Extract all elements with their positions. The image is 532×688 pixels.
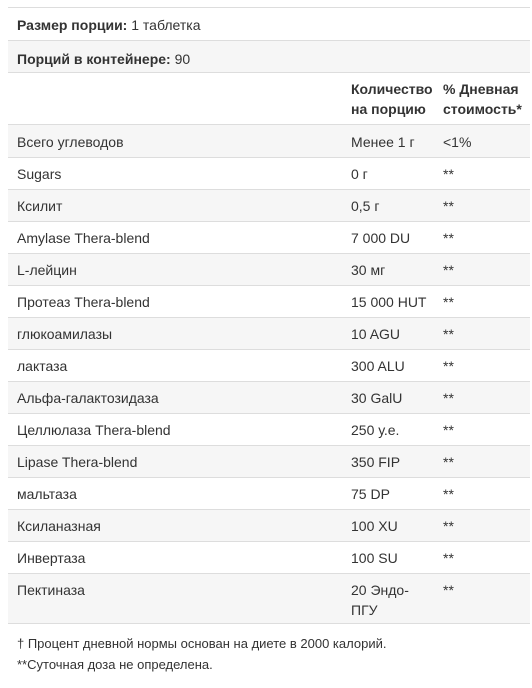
- nutrient-name: Sugars: [17, 166, 62, 182]
- nutrient-dv: **: [443, 422, 454, 438]
- nutrient-dv: **: [443, 294, 454, 310]
- nutrient-amount: 30 мг: [351, 262, 386, 278]
- nutrient-amount: 100 XU: [351, 518, 398, 534]
- table-row: [8, 190, 530, 222]
- nutrient-amount: [351, 580, 443, 620]
- dv-header-line1: % Дневная: [443, 81, 519, 97]
- table-row: [8, 510, 530, 542]
- nutrient-amount: 300 ALU: [351, 358, 405, 374]
- nutrient-amount: 350 FIP: [351, 454, 401, 470]
- table-row: [8, 542, 530, 574]
- nutrient-name: глюкоамилазы: [17, 326, 113, 342]
- nutrient-dv: **: [443, 326, 454, 342]
- table-row: [8, 286, 530, 318]
- servings-per-container-value: 90: [174, 51, 191, 67]
- nutrient-dv: **: [443, 486, 454, 502]
- footnotes: [17, 633, 386, 675]
- table-row: [8, 222, 530, 254]
- nutrient-dv: **: [443, 454, 454, 470]
- nutrient-name: лактаза: [17, 358, 68, 374]
- nutrient-amount: 7 000 DU: [351, 230, 411, 246]
- table-row: [8, 125, 530, 158]
- nutrient-amount-line2: ПГУ: [351, 602, 378, 618]
- serving-size-label: Размер порции:: [17, 17, 128, 33]
- nutrient-dv: **: [443, 550, 454, 566]
- nutrient-amount-line1: 20 Эндо-: [351, 582, 409, 598]
- nutrient-name: Всего углеводов: [17, 134, 124, 150]
- serving-size-row: [8, 7, 530, 41]
- column-header-row: [8, 73, 530, 125]
- table-row: [8, 382, 530, 414]
- dv-header-line2: стоимость*: [443, 101, 522, 117]
- nutrient-amount: Менее 1 г: [351, 134, 415, 150]
- nutrient-name: Протеаз Thera-blend: [17, 294, 150, 310]
- nutrient-name: Инвертаза: [17, 550, 86, 566]
- nutrient-dv: **: [443, 198, 454, 214]
- nutrient-dv: **: [443, 358, 454, 374]
- serving-size-value: 1 таблетка: [131, 17, 201, 33]
- amount-header-line1: Количество: [351, 81, 433, 97]
- nutrient-name: Lipase Thera-blend: [17, 454, 138, 470]
- nutrient-dv: **: [443, 230, 454, 246]
- amount-header-line2: на порцию: [351, 101, 426, 117]
- nutrient-dv: **: [443, 582, 454, 598]
- nutrient-amount: 15 000 HUT: [351, 294, 427, 310]
- daily-value-header: [443, 79, 529, 119]
- serving-size: [17, 15, 200, 35]
- nutrient-amount: 75 DP: [351, 486, 390, 502]
- nutrient-amount: 10 AGU: [351, 326, 401, 342]
- footnote-not-established: **Суточная доза не определена.: [17, 657, 213, 672]
- nutrient-dv: **: [443, 390, 454, 406]
- servings-per-container: [17, 49, 190, 69]
- nutrient-name: Пектиназа: [17, 582, 85, 598]
- nutrient-name: мальтаза: [17, 486, 77, 502]
- servings-per-container-row: [8, 41, 530, 73]
- nutrient-amount: 250 у.е.: [351, 422, 400, 438]
- nutrient-name: Amylase Thera-blend: [17, 230, 150, 246]
- nutrient-dv: <1%: [443, 134, 472, 150]
- servings-per-container-label: Порций в контейнере:: [17, 51, 171, 67]
- nutrient-name: L-лейцин: [17, 262, 77, 278]
- table-row: [8, 478, 530, 510]
- table-row: [8, 350, 530, 382]
- table-row: [8, 446, 530, 478]
- amount-per-serving-header: [351, 79, 443, 119]
- table-row: [8, 254, 530, 286]
- nutrient-dv: **: [443, 262, 454, 278]
- table-row: [8, 318, 530, 350]
- table-row: [8, 158, 530, 190]
- nutrient-amount: 0 г: [351, 166, 368, 182]
- nutrient-dv: **: [443, 518, 454, 534]
- nutrient-amount: 0,5 г: [351, 198, 380, 214]
- table-row: [8, 414, 530, 446]
- nutrient-amount: 100 SU: [351, 550, 398, 566]
- table-row: [8, 574, 530, 624]
- nutrient-name: Альфа-галактозидаза: [17, 390, 159, 406]
- nutrient-dv: **: [443, 166, 454, 182]
- nutrient-name: Ксилит: [17, 198, 63, 214]
- footnote-daily-value: † Процент дневной нормы основан на диете в 2000 калорий.: [17, 636, 387, 651]
- nutrient-name: Ксиланазная: [17, 518, 101, 534]
- nutrient-amount: 30 GalU: [351, 390, 403, 406]
- nutrient-name: Целлюлаза Thera-blend: [17, 422, 171, 438]
